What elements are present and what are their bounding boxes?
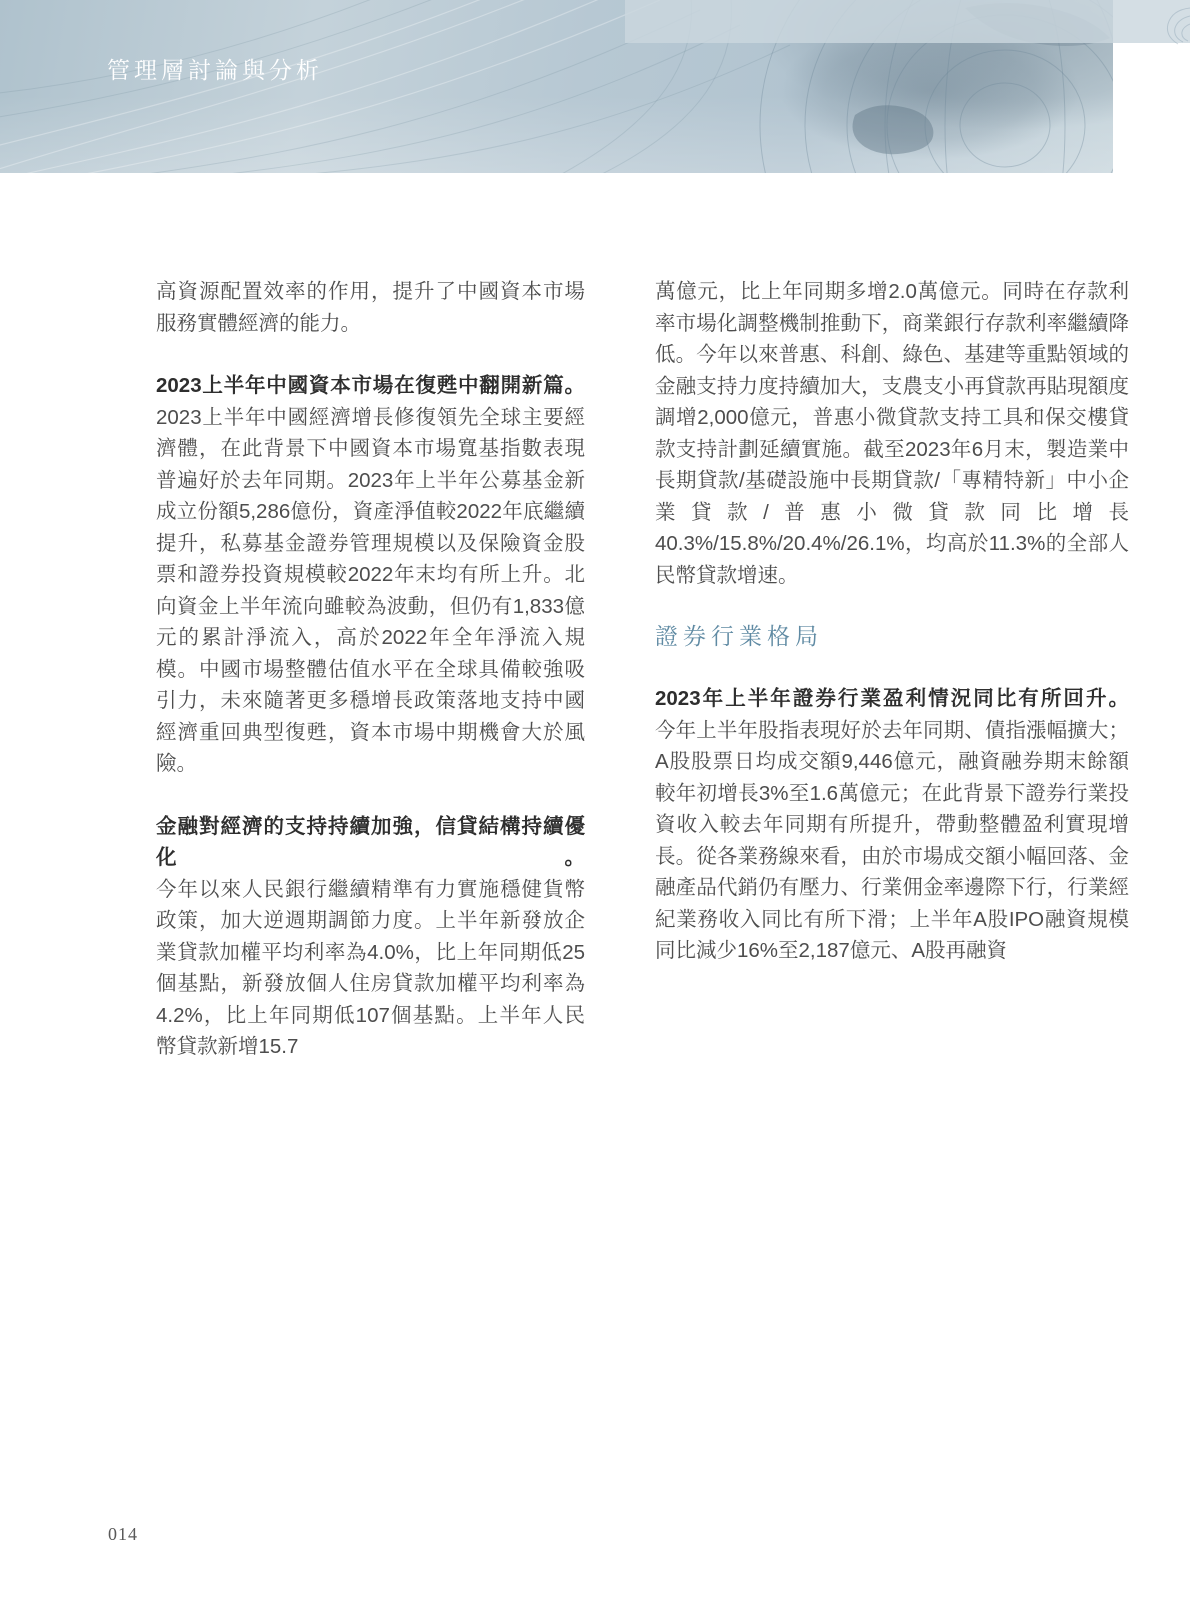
lead-heading: 2023上半年中國資本市場在復甦中翻開新篇。 [156, 374, 585, 397]
lead-heading: 金融對經濟的支持持續加強，信貸結構持續優化。 [156, 814, 585, 869]
paragraph: 2023上半年中國經濟增長修復領先全球主要經濟體，在此背景下中國資本市場寬基指數表現普遍好於去年同期。2023年上半年公募基金新成立份額5,286億份，資產淨值較2022年底繼續提升，私募基金證券管理規模以及保險資金股票和證券投資規模較2022年末均有所上升。北向資金上半年流向雖較為波動，但仍有1,833億元的累計淨流入，高於2022年全年淨流入規模。中國市場整體估值水平在全球具備較強吸引力，未來隨著更多穩增長政策落地支持中國經濟重回典型復甦，資本市場中期機會大於風險。 [156, 405, 585, 775]
right-column [655, 276, 1129, 967]
section-heading: 證券行業格局 [655, 623, 823, 649]
paragraph: 今年上半年股指表現好於去年同期、債指漲幅擴大；A股股票日均成交額9,446億元，融資融券期末餘額較年初增長3%至1.6萬億元；在此背景下證券行業投資收入較去年同期有所提升，帶動整體盈利實現增長。從各業務線來看，由於市場成交額小幅回落、金融產品代銷仍有壓力、行業佣金率邊際下行，行業經紀業務收入同比有所下滑；上半年A股IPO融資規模同比減少16%至2,187億元、A股再融資 [655, 718, 1129, 962]
page-number: 014 [108, 1524, 138, 1544]
paragraph: 高資源配置效率的作用，提升了中國資本市場服務實體經濟的能力。 [156, 280, 585, 335]
corner-swirl-icon [1158, 4, 1190, 46]
left-column [156, 276, 585, 1063]
lead-heading: 2023年上半年證券行業盈利情況同比有所回升。 [655, 687, 1129, 710]
page-title: 管理層討論與分析 [107, 58, 323, 83]
banner-overlay-strip [625, 0, 1190, 43]
paragraph: 今年以來人民銀行繼續精準有力實施穩健貨幣政策，加大逆週期調節力度。上半年新發放企業貸款加權平均利率為4.0%，比上年同期低25個基點，新發放個人住房貸款加權平均利率為4.2%，比上年同期低107個基點。上半年人民幣貸款新增15.7 [156, 877, 585, 1058]
paragraph: 萬億元，比上年同期多增2.0萬億元。同時在存款利率市場化調整機制推動下，商業銀行存款利率繼續降低。今年以來普惠、科創、綠色、基建等重點領域的金融支持力度持續加大，支農支小再貸款再貼現額度調增2,000億元，普惠小微貸款支持工具和保交樓貸款支持計劃延續實施。截至2023年6月末，製造業中長期貸款/基礎設施中長期貸款/「專精特新」中小企業貸款/普惠小微貸款同比增長40.3%/15.8%/20.4%/26.1%，均高於11.3%的全部人民幣貸款增速。 [655, 280, 1129, 587]
